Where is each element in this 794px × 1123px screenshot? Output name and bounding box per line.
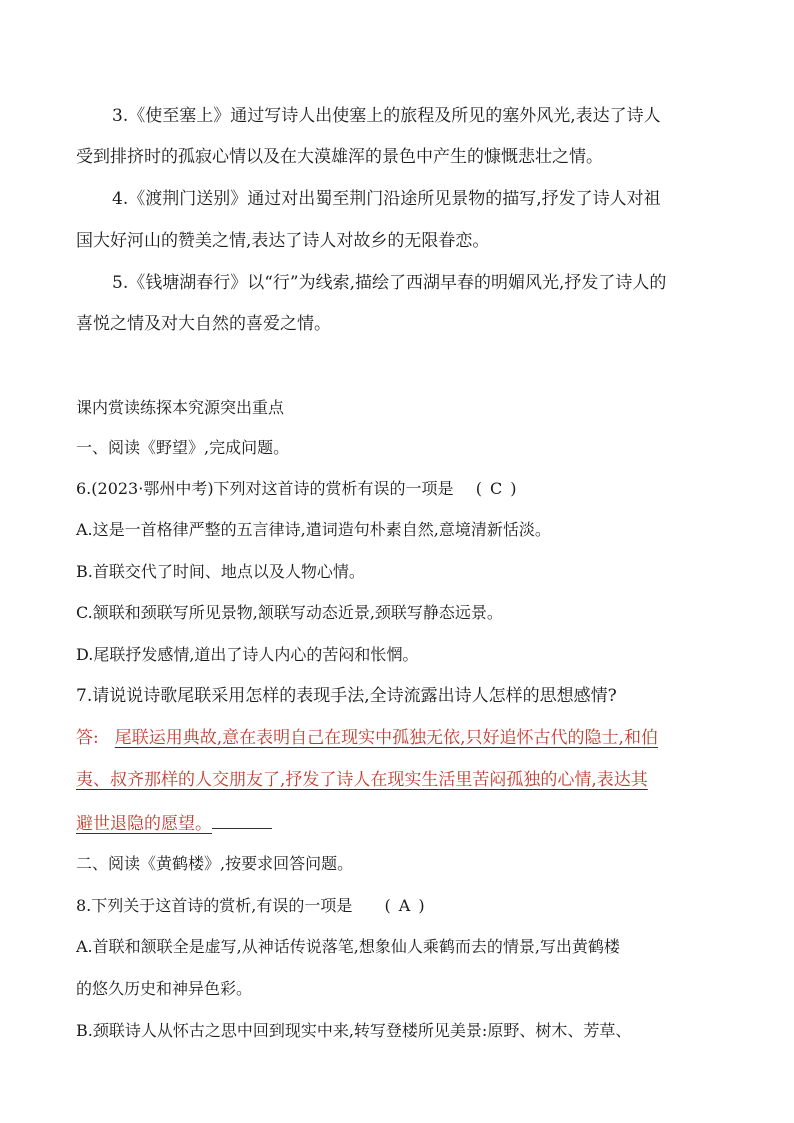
question-6-option-d: D.尾联抒发感情,道出了诗人内心的苦闷和怅惘。 [76,645,419,664]
question-8-text: 8.下列关于这首诗的赏析,有误的一项是 [76,896,353,915]
answer-text-3: 避世退隐的愿望。 [76,814,212,834]
question-6-option-b: B.首联交代了时间、地点以及人物心情。 [76,562,365,581]
summary-item-3-line-1: 3.《使至塞上》通过写诗人出使塞上的旅程及所见的塞外风光,表达了诗人 [112,106,661,126]
summary-item-5-line-2: 喜悦之情及对大自然的喜爱之情。 [76,314,331,334]
question-6-close-paren: ) [510,479,517,498]
question-7-answer-line-2 [76,768,726,792]
answer-text-2: 夷、叔齐那样的人交朋友了,抒发了诗人在现实生活里苦闷孤独的心情,表达其 [76,770,648,790]
question-7-stem: 7.请说说诗歌尾联采用怎样的表现手法,全诗流露出诗人怎样的思想感情? [76,686,617,706]
question-8-answer: A [398,896,411,915]
question-6-open-paren: ( [475,479,482,498]
question-8-option-a-line-1: A.首联和颔联全是虚写,从神话传说落笔,想象仙人乘鹤而去的情景,写出黄鹤楼 [76,937,620,956]
question-8-stem [76,894,726,918]
part1-heading: 一、阅读《野望》,完成问题。 [76,438,290,457]
question-6-stem [76,477,726,501]
question-6-option-a: A.这是一首格律严整的五言律诗,遣词造句朴素自然,意境清新恬淡。 [76,520,551,539]
question-6-text: 6.(2023·鄂州中考)下列对这首诗的赏析有误的一项是 [76,479,454,498]
part2-heading: 二、阅读《黄鹤楼》,按要求回答问题。 [76,854,354,873]
answer-text-1: 尾联运用典故,意在表明自己在现实中孤独无依,只好追怀古代的隐士,和伯 [114,728,658,748]
question-6-answer: C [490,479,503,498]
summary-item-5-line-1: 5.《钱塘湖春行》以“行”为线索,描绘了西湖早春的明媚风光,抒发了诗人的 [112,273,667,293]
summary-item-4-line-1: 4.《渡荆门送别》通过对出蜀至荆门沿途所见景物的描写,抒发了诗人对祖 [112,189,661,209]
summary-item-4-line-2: 国大好河山的赞美之情,表达了诗人对故乡的无限眷恋。 [76,231,490,251]
question-7-answer-line-3 [76,810,726,836]
question-6-option-c: C.颔联和颈联写所见景物,颔联写动态近景,颈联写静态远景。 [76,603,503,622]
question-8-option-b: B.颈联诗人从怀古之思中回到现实中来,转写登楼所见美景:原野、树木、芳草、 [76,1021,632,1040]
question-7-answer-line-1 [76,726,726,750]
question-8-open-paren: ( [384,896,391,915]
question-8-option-a-line-2: 的悠久历史和神异色彩。 [76,979,253,998]
section-title: 课内赏读练探本究源突出重点 [76,398,285,417]
answer-blank-line [212,810,272,829]
summary-item-3-line-2: 受到排挤时的孤寂心情以及在大漠雄浑的景色中产生的慷慨悲壮之情。 [76,147,603,167]
question-8-close-paren: ) [418,896,425,915]
answer-label: 答: [76,728,99,748]
